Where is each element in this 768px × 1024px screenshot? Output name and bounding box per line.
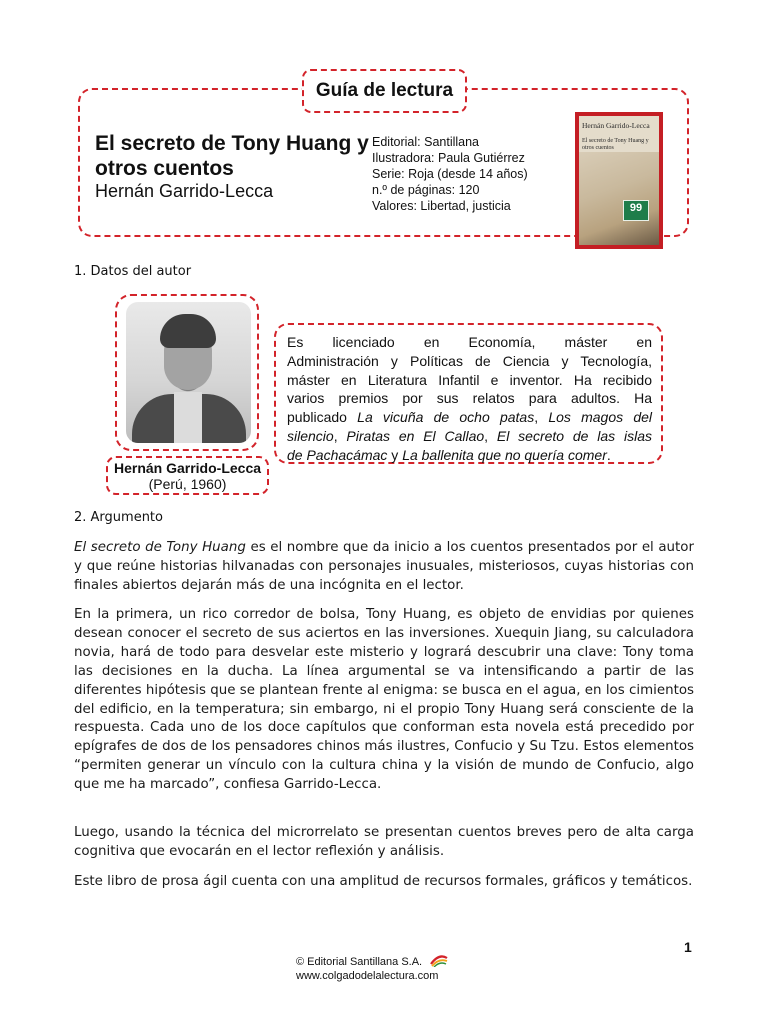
- bio-line: varios premios por sus relatos para adultos. Ha: [287, 390, 652, 407]
- bio-text: publicado: [287, 409, 358, 426]
- section-heading-plot: 2. Argumento: [74, 510, 163, 525]
- guide-title: Guía de lectura: [315, 80, 454, 101]
- bio-line: [287, 427, 652, 446]
- author-photo: [126, 302, 251, 443]
- bio-line: Administración y Políticas de Ciencia y Tecnología,: [287, 352, 652, 369]
- bio-work-title: silencio: [287, 427, 334, 444]
- plot-paragraph-1: [74, 539, 694, 596]
- author-photo-hair: [160, 314, 216, 348]
- author-caption-name: Hernán Garrido-Lecca: [113, 460, 262, 476]
- footer-credits: [296, 955, 438, 983]
- bio-work-title: de Pachacámac: [287, 446, 388, 463]
- bio-work-title: Los magos del: [548, 409, 653, 426]
- cover-wall-illustration: [579, 152, 659, 245]
- book-title-reference: El secreto de Tony Huang: [74, 540, 246, 555]
- author-caption-origin: (Perú, 1960): [148, 476, 227, 492]
- plot-paragraph-4: Este libro de prosa ágil cuenta con una amplitud de recursos formales, gráficos y temáticos.: [74, 874, 693, 889]
- plot-paragraph-2: En la primera, un rico corredor de bolsa, Tony Huang, es objeto de envidias por quienes desean conocer el secreto de sus aciertos en las inversiones. Xuequin Jiang, su calculadora novia, hará de todo para desvelar este misterio y logrará descubrir una clave: Tony toma las decisiones en la ducha. La línea argumental se va intensificando a partir de las diferentes hipótesis que se plantean frente al enigma: se busca en el agua, en los cimientos del edificio, en la temperatura; sin embargo, ni el propio Tony Huang será consciente de la respuesta. Cada uno de los doce capítulos que conforman esta novela está precedido por epígrafes de dos de los pensadores chinos más ilustres, Confucio y Su Tzu. Estos elementos “permiten generar un vínculo con la cultura china y la visión de mundo de Confucio, algo que me ha marcado”, confiesa Garrido-Lecca.: [74, 607, 694, 793]
- cover-title: El secreto de Tony Huang y otros cuentos: [582, 138, 649, 151]
- meta-values: Valores: Libertad, justicia: [372, 199, 511, 213]
- bio-work-title: El secreto de las islas: [496, 427, 653, 444]
- meta-publisher: Editorial: Santillana: [372, 135, 480, 149]
- footer-url: www.colgadodelalectura.com: [296, 970, 439, 982]
- bio-work-title: La ballenita que no quería comer: [402, 446, 607, 463]
- bio-text: .: [606, 446, 611, 463]
- book-cover-image: [575, 112, 663, 249]
- bio-work-title: La vicuña de ocho patas: [357, 409, 535, 426]
- cover-sign-number: 99: [629, 202, 643, 214]
- author-caption-frame: [106, 456, 269, 495]
- bio-line: [287, 408, 652, 427]
- footer-copyright: © Editorial Santillana S.A.: [296, 956, 423, 968]
- bio-line: [287, 446, 652, 465]
- bio-work-title: Piratas en El Callao: [346, 427, 485, 444]
- plot-paragraph-3: Luego, usando la técnica del microrrelato se presentan cuentos breves pero de alta carga cognitiva que evocarán en el lector reflexión y análisis.: [74, 825, 694, 859]
- cover-street-sign: [623, 200, 649, 221]
- bio-line: Es licenciado en Economía, máster en: [287, 334, 652, 350]
- book-author: Hernán Garrido-Lecca: [95, 181, 274, 201]
- section-heading-author-data: 1. Datos del autor: [74, 264, 192, 279]
- guide-title-tab: [302, 69, 467, 113]
- meta-pages: n.º de páginas: 120: [372, 183, 480, 197]
- cover-author: Hernán Garrido-Lecca: [582, 121, 650, 130]
- meta-series: Serie: Roja (desde 14 años): [372, 167, 528, 181]
- page-number: 1: [684, 939, 692, 955]
- bio-text: ,: [333, 427, 347, 444]
- bio-line: máster en Literatura Infantil e inventor. Ha recibido: [287, 371, 652, 388]
- meta-illustrator: Ilustradora: Paula Gutiérrez: [372, 151, 525, 165]
- author-bio: [287, 333, 652, 465]
- bio-text: y: [387, 446, 403, 463]
- paragraph-text: es el nombre que da inicio a los cuentos presentados por el autor y que reúne historias hilvanadas con personajes inusuales, misteriosos, cuyas historias con finales abiertos dejarán más de una incógnita en el lector.: [74, 540, 694, 593]
- book-title: El secreto de Tony Huang y otros cuentos: [95, 132, 369, 180]
- book-metadata: [372, 134, 528, 214]
- book-cover-art: [579, 116, 659, 245]
- author-photo-shirt: [174, 392, 202, 443]
- santillana-logo-icon: [430, 955, 448, 967]
- bio-text: ,: [484, 427, 497, 444]
- bio-text: ,: [534, 409, 549, 426]
